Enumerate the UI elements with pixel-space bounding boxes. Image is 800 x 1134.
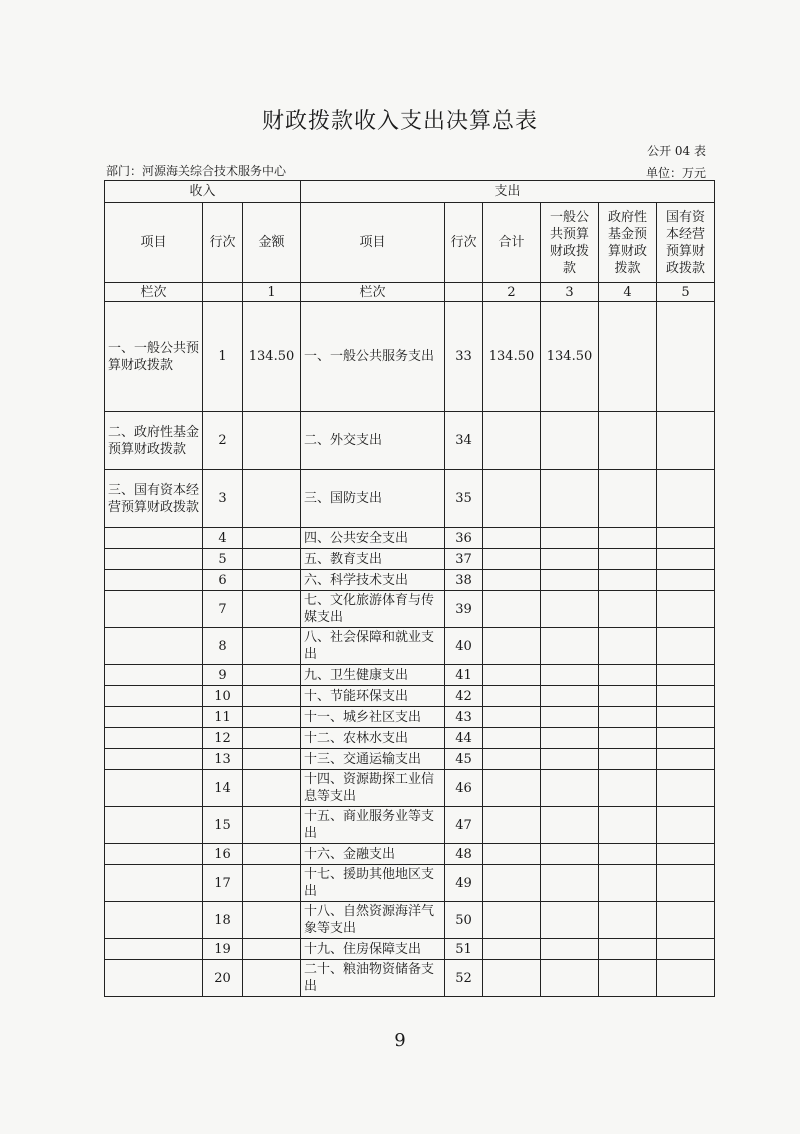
expense-row-number-cell: 37 — [445, 549, 483, 570]
expense-row-number-cell: 48 — [445, 844, 483, 865]
expense-item-cell: 六、科学技术支出 — [301, 570, 445, 591]
expense-row-number-cell: 39 — [445, 591, 483, 628]
table-row — [105, 844, 715, 865]
amount-cell — [243, 770, 301, 807]
income-row-number-cell: 18 — [203, 902, 243, 939]
income-row-no-header: 行次 — [203, 203, 243, 283]
income-row-number-cell: 5 — [203, 549, 243, 570]
expense-row-number-cell: 49 — [445, 865, 483, 902]
general-budget-cell — [541, 528, 599, 549]
expense-item-header: 项目 — [301, 203, 445, 283]
gov-fund-cell — [599, 844, 657, 865]
income-item-cell — [105, 665, 203, 686]
expense-item-cell: 八、社会保障和就业支出 — [301, 628, 445, 665]
total-cell — [483, 570, 541, 591]
expense-item-cell: 十二、农林水支出 — [301, 728, 445, 749]
expense-item-cell: 十、节能环保支出 — [301, 686, 445, 707]
state-capital-cell — [657, 807, 715, 844]
income-row-number-cell: 16 — [203, 844, 243, 865]
state-capital-cell — [657, 728, 715, 749]
income-row-number-cell: 9 — [203, 665, 243, 686]
total-cell — [483, 807, 541, 844]
amount-cell — [243, 528, 301, 549]
expense-item-cell: 一、一般公共服务支出 — [301, 302, 445, 412]
general-budget-cell — [541, 865, 599, 902]
income-row-number-cell: 20 — [203, 960, 243, 997]
state-capital-cell — [657, 770, 715, 807]
income-item-cell — [105, 549, 203, 570]
total-cell: 134.50 — [483, 302, 541, 412]
expense-row-number-cell: 41 — [445, 665, 483, 686]
income-row-number-cell: 3 — [203, 470, 243, 528]
table-row — [105, 628, 715, 665]
department-label: 部门：河源海关综合技术服务中心 — [106, 164, 287, 178]
income-item-cell: 二、政府性基金预算财政拨款 — [105, 412, 203, 470]
total-cell — [483, 686, 541, 707]
expense-item-cell: 三、国防支出 — [301, 470, 445, 528]
expense-row-number-cell: 51 — [445, 939, 483, 960]
amount-cell — [243, 939, 301, 960]
state-capital-cell — [657, 960, 715, 997]
page-title: 财政拨款收入支出决算总表 — [261, 109, 538, 134]
total-cell — [483, 728, 541, 749]
column-number-1: 1 — [243, 283, 301, 302]
amount-cell — [243, 807, 301, 844]
income-item-cell — [105, 902, 203, 939]
income-item-header: 项目 — [105, 203, 203, 283]
state-capital-cell — [657, 549, 715, 570]
amount-cell — [243, 707, 301, 728]
table-row — [105, 528, 715, 549]
income-row-number-cell: 15 — [203, 807, 243, 844]
column-empty-cell — [203, 283, 243, 302]
expense-header: 支出 — [301, 181, 715, 203]
expense-row-number-cell: 50 — [445, 902, 483, 939]
general-budget-cell — [541, 770, 599, 807]
table-row — [105, 749, 715, 770]
expense-item-cell: 十六、金融支出 — [301, 844, 445, 865]
gov-fund-cell — [599, 591, 657, 628]
expense-row-number-cell: 35 — [445, 470, 483, 528]
expense-row-number-cell: 52 — [445, 960, 483, 997]
total-cell — [483, 591, 541, 628]
amount-cell: 134.50 — [243, 302, 301, 412]
state-capital-cell — [657, 902, 715, 939]
expense-item-cell: 十四、资源勘探工业信息等支出 — [301, 770, 445, 807]
total-cell — [483, 960, 541, 997]
income-row-number-cell: 19 — [203, 939, 243, 960]
general-budget-cell — [541, 470, 599, 528]
gov-fund-cell — [599, 865, 657, 902]
amount-cell — [243, 686, 301, 707]
expense-item-cell: 十九、住房保障支出 — [301, 939, 445, 960]
total-cell — [483, 939, 541, 960]
table-row — [105, 570, 715, 591]
state-capital-cell — [657, 628, 715, 665]
gov-fund-header: 政府性基金预算财政拨款 — [599, 203, 657, 283]
total-cell — [483, 844, 541, 865]
state-capital-cell — [657, 749, 715, 770]
state-capital-cell — [657, 302, 715, 412]
amount-cell — [243, 470, 301, 528]
income-item-cell — [105, 844, 203, 865]
state-capital-cell — [657, 470, 715, 528]
income-row-number-cell: 12 — [203, 728, 243, 749]
amount-cell — [243, 549, 301, 570]
state-capital-cell — [657, 844, 715, 865]
state-capital-cell — [657, 528, 715, 549]
income-item-cell — [105, 728, 203, 749]
gov-fund-cell — [599, 470, 657, 528]
gov-fund-cell — [599, 412, 657, 470]
column-label: 栏次 — [105, 283, 203, 302]
general-budget-cell — [541, 939, 599, 960]
gov-fund-cell — [599, 902, 657, 939]
income-item-cell: 三、国有资本经营预算财政拨款 — [105, 470, 203, 528]
expense-row-no-header: 行次 — [445, 203, 483, 283]
total-cell — [483, 665, 541, 686]
general-budget-cell — [541, 665, 599, 686]
gov-fund-cell — [599, 807, 657, 844]
table-row — [105, 591, 715, 628]
general-budget-cell — [541, 844, 599, 865]
income-item-cell: 一、一般公共预算财政拨款 — [105, 302, 203, 412]
income-item-cell — [105, 865, 203, 902]
general-budget-cell — [541, 570, 599, 591]
income-row-number-cell: 10 — [203, 686, 243, 707]
table-row — [105, 902, 715, 939]
income-item-cell — [105, 749, 203, 770]
income-row-number-cell: 11 — [203, 707, 243, 728]
table-row — [105, 549, 715, 570]
income-row-number-cell: 13 — [203, 749, 243, 770]
state-capital-cell — [657, 707, 715, 728]
gov-fund-cell — [599, 302, 657, 412]
column-number-3: 3 — [541, 283, 599, 302]
expense-row-number-cell: 38 — [445, 570, 483, 591]
total-cell — [483, 528, 541, 549]
table-row — [105, 470, 715, 528]
table-row — [105, 807, 715, 844]
general-budget-cell — [541, 628, 599, 665]
income-row-number-cell: 17 — [203, 865, 243, 902]
form-number: 公开 04 表 — [647, 144, 706, 158]
total-cell — [483, 470, 541, 528]
column-number-row — [105, 283, 715, 302]
income-item-cell — [105, 707, 203, 728]
general-budget-cell: 134.50 — [541, 302, 599, 412]
expense-item-cell: 二十、粮油物资储备支出 — [301, 960, 445, 997]
state-capital-cell — [657, 865, 715, 902]
gov-fund-cell — [599, 707, 657, 728]
general-budget-cell — [541, 591, 599, 628]
gov-fund-cell — [599, 628, 657, 665]
expense-row-number-cell: 33 — [445, 302, 483, 412]
general-budget-header: 一般公共预算财政拨款 — [541, 203, 599, 283]
state-capital-cell — [657, 686, 715, 707]
income-row-number-cell: 1 — [203, 302, 243, 412]
table-row — [105, 770, 715, 807]
gov-fund-cell — [599, 770, 657, 807]
expense-row-number-cell: 36 — [445, 528, 483, 549]
income-row-number-cell: 7 — [203, 591, 243, 628]
table-row — [105, 686, 715, 707]
column-empty-cell — [445, 283, 483, 302]
page-number: 9 — [394, 1030, 406, 1051]
table-row — [105, 939, 715, 960]
amount-cell — [243, 902, 301, 939]
gov-fund-cell — [599, 960, 657, 997]
expense-item-cell: 十三、交通运输支出 — [301, 749, 445, 770]
total-cell — [483, 902, 541, 939]
amount-cell — [243, 665, 301, 686]
state-capital-cell — [657, 939, 715, 960]
total-cell — [483, 749, 541, 770]
general-budget-cell — [541, 412, 599, 470]
income-row-number-cell: 4 — [203, 528, 243, 549]
amount-header: 金额 — [243, 203, 301, 283]
state-capital-header: 国有资本经营预算财政拨款 — [657, 203, 715, 283]
expense-row-number-cell: 43 — [445, 707, 483, 728]
total-cell — [483, 770, 541, 807]
expense-item-cell: 十五、商业服务业等支出 — [301, 807, 445, 844]
unit-label: 单位：万元 — [645, 166, 706, 180]
amount-cell — [243, 570, 301, 591]
amount-cell — [243, 844, 301, 865]
section-header-row — [105, 181, 715, 203]
gov-fund-cell — [599, 728, 657, 749]
state-capital-cell — [657, 570, 715, 591]
income-row-number-cell: 14 — [203, 770, 243, 807]
gov-fund-cell — [599, 749, 657, 770]
expense-item-cell: 十一、城乡社区支出 — [301, 707, 445, 728]
expense-row-number-cell: 34 — [445, 412, 483, 470]
expense-item-cell: 十八、自然资源海洋气象等支出 — [301, 902, 445, 939]
amount-cell — [243, 960, 301, 997]
total-cell — [483, 865, 541, 902]
expense-item-cell: 二、外交支出 — [301, 412, 445, 470]
amount-cell — [243, 728, 301, 749]
amount-cell — [243, 591, 301, 628]
expense-item-cell: 九、卫生健康支出 — [301, 665, 445, 686]
expense-row-number-cell: 45 — [445, 749, 483, 770]
income-row-number-cell: 6 — [203, 570, 243, 591]
column-label-expense: 栏次 — [301, 283, 445, 302]
gov-fund-cell — [599, 570, 657, 591]
total-cell — [483, 412, 541, 470]
expense-item-cell: 七、文化旅游体育与传媒支出 — [301, 591, 445, 628]
state-capital-cell — [657, 591, 715, 628]
amount-cell — [243, 412, 301, 470]
income-item-cell — [105, 770, 203, 807]
table-row — [105, 865, 715, 902]
gov-fund-cell — [599, 686, 657, 707]
income-header: 收入 — [105, 181, 301, 203]
expense-row-number-cell: 47 — [445, 807, 483, 844]
expense-row-number-cell: 42 — [445, 686, 483, 707]
income-item-cell — [105, 807, 203, 844]
gov-fund-cell — [599, 939, 657, 960]
total-cell — [483, 707, 541, 728]
gov-fund-cell — [599, 549, 657, 570]
expense-item-cell: 四、公共安全支出 — [301, 528, 445, 549]
column-number-4: 4 — [599, 283, 657, 302]
income-item-cell — [105, 591, 203, 628]
total-cell — [483, 549, 541, 570]
table-row — [105, 707, 715, 728]
general-budget-cell — [541, 749, 599, 770]
general-budget-cell — [541, 686, 599, 707]
income-row-number-cell: 2 — [203, 412, 243, 470]
expense-row-number-cell: 40 — [445, 628, 483, 665]
table-row — [105, 728, 715, 749]
state-capital-cell — [657, 665, 715, 686]
expense-row-number-cell: 46 — [445, 770, 483, 807]
income-row-number-cell: 8 — [203, 628, 243, 665]
income-item-cell — [105, 686, 203, 707]
general-budget-cell — [541, 807, 599, 844]
total-header: 合计 — [483, 203, 541, 283]
amount-cell — [243, 749, 301, 770]
general-budget-cell — [541, 960, 599, 997]
general-budget-cell — [541, 549, 599, 570]
expense-row-number-cell: 44 — [445, 728, 483, 749]
expense-item-cell: 十七、援助其他地区支出 — [301, 865, 445, 902]
column-header-row — [105, 203, 715, 283]
table-row — [105, 302, 715, 412]
general-budget-cell — [541, 707, 599, 728]
appropriation-summary-table — [104, 180, 715, 997]
table-row — [105, 665, 715, 686]
amount-cell — [243, 865, 301, 902]
income-item-cell — [105, 628, 203, 665]
amount-cell — [243, 628, 301, 665]
column-number-5: 5 — [657, 283, 715, 302]
income-item-cell — [105, 570, 203, 591]
income-item-cell — [105, 939, 203, 960]
income-item-cell — [105, 960, 203, 997]
general-budget-cell — [541, 728, 599, 749]
total-cell — [483, 628, 541, 665]
general-budget-cell — [541, 902, 599, 939]
table-row — [105, 960, 715, 997]
gov-fund-cell — [599, 528, 657, 549]
gov-fund-cell — [599, 665, 657, 686]
expense-item-cell: 五、教育支出 — [301, 549, 445, 570]
table-row — [105, 412, 715, 470]
state-capital-cell — [657, 412, 715, 470]
income-item-cell — [105, 528, 203, 549]
column-number-2: 2 — [483, 283, 541, 302]
